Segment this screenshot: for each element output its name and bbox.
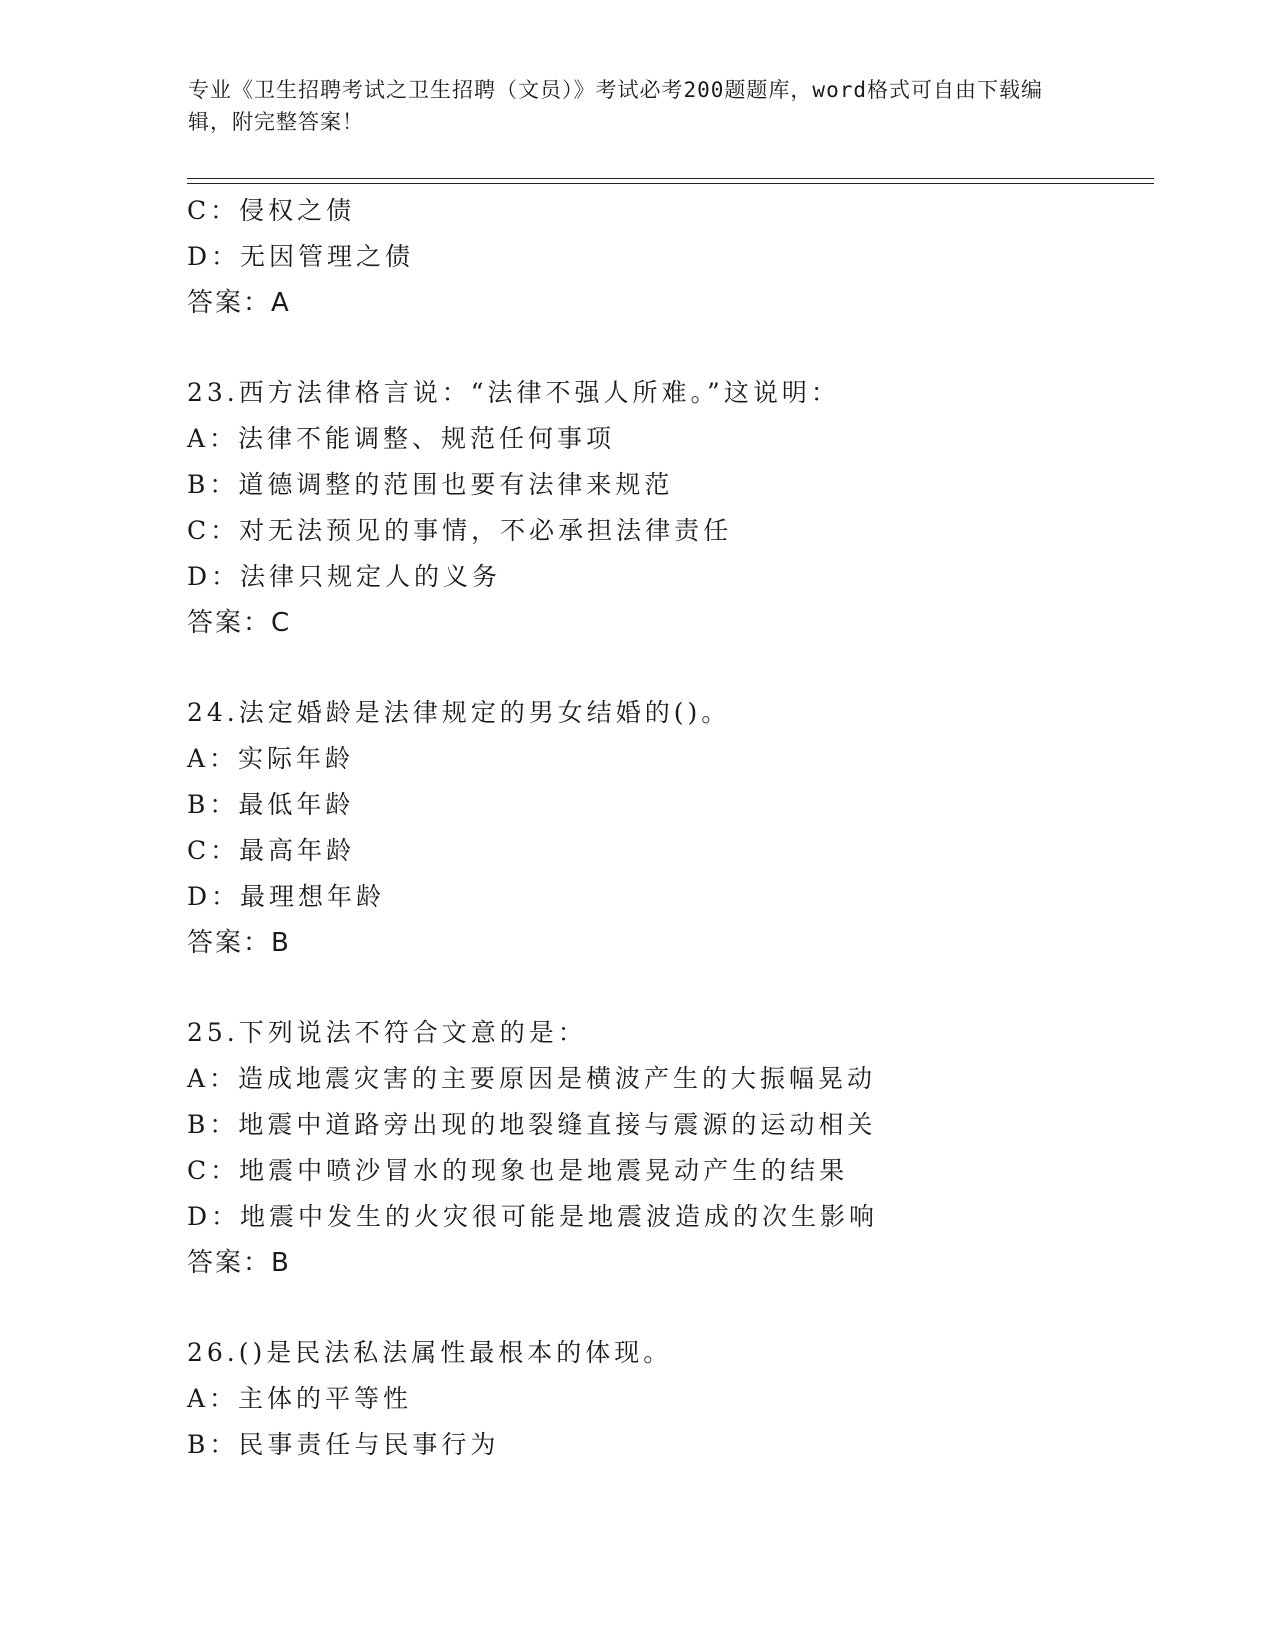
question-stem: 25.下列说法不符合文意的是： [187,1018,587,1047]
answer: 答案：B [187,1248,291,1278]
option-a: A：实际年龄 [187,744,355,773]
option-c: C：对无法预见的事情，不必承担法律责任 [187,516,733,545]
option-c: C：最高年龄 [187,836,356,865]
document-header: 专业《卫生招聘考试之卫生招聘（文员）》考试必考200题题库，word格式可自由下载编辑，附完整答案！ [188,78,1043,134]
answer: 答案：C [187,608,292,638]
option-b: B：道德调整的范围也要有法律来规范 [187,470,674,499]
question-stem: 23.西方法律格言说：“法律不强人所难。”这说明： [187,378,840,407]
option-a: A：主体的平等性 [187,1384,413,1413]
question-block [187,188,1167,326]
question-stem: 26.()是民法私法属性最根本的体现。 [187,1338,673,1367]
option-d: D：法律只规定人的义务 [187,562,502,591]
option-a: A：造成地震灾害的主要原因是横波产生的大振幅晃动 [187,1064,877,1093]
option-b: B：地震中道路旁出现的地裂缝直接与震源的运动相关 [187,1110,877,1139]
option-b: B：民事责任与民事行为 [187,1430,500,1459]
option-c: C：侵权之债 [187,196,356,225]
question-stem: 24.法定婚龄是法律规定的男女结婚的()。 [187,698,731,727]
header-divider-top [187,178,1154,179]
option-b: B：最低年龄 [187,790,355,819]
question-block [187,1330,1167,1468]
option-d: D：最理想年龄 [187,882,386,911]
question-block [187,690,1167,966]
answer: 答案：A [187,288,291,318]
option-d: D：地震中发生的火灾很可能是地震波造成的次生影响 [187,1202,879,1231]
header-divider-bottom [187,183,1154,184]
option-a: A：法律不能调整、规范任何事项 [187,424,616,453]
question-list [187,188,1167,1468]
question-block [187,1010,1167,1286]
question-block [187,370,1167,646]
option-d: D：无因管理之债 [187,242,415,271]
answer: 答案：B [187,928,291,958]
option-c: C：地震中喷沙冒水的现象也是地震晃动产生的结果 [187,1156,849,1185]
